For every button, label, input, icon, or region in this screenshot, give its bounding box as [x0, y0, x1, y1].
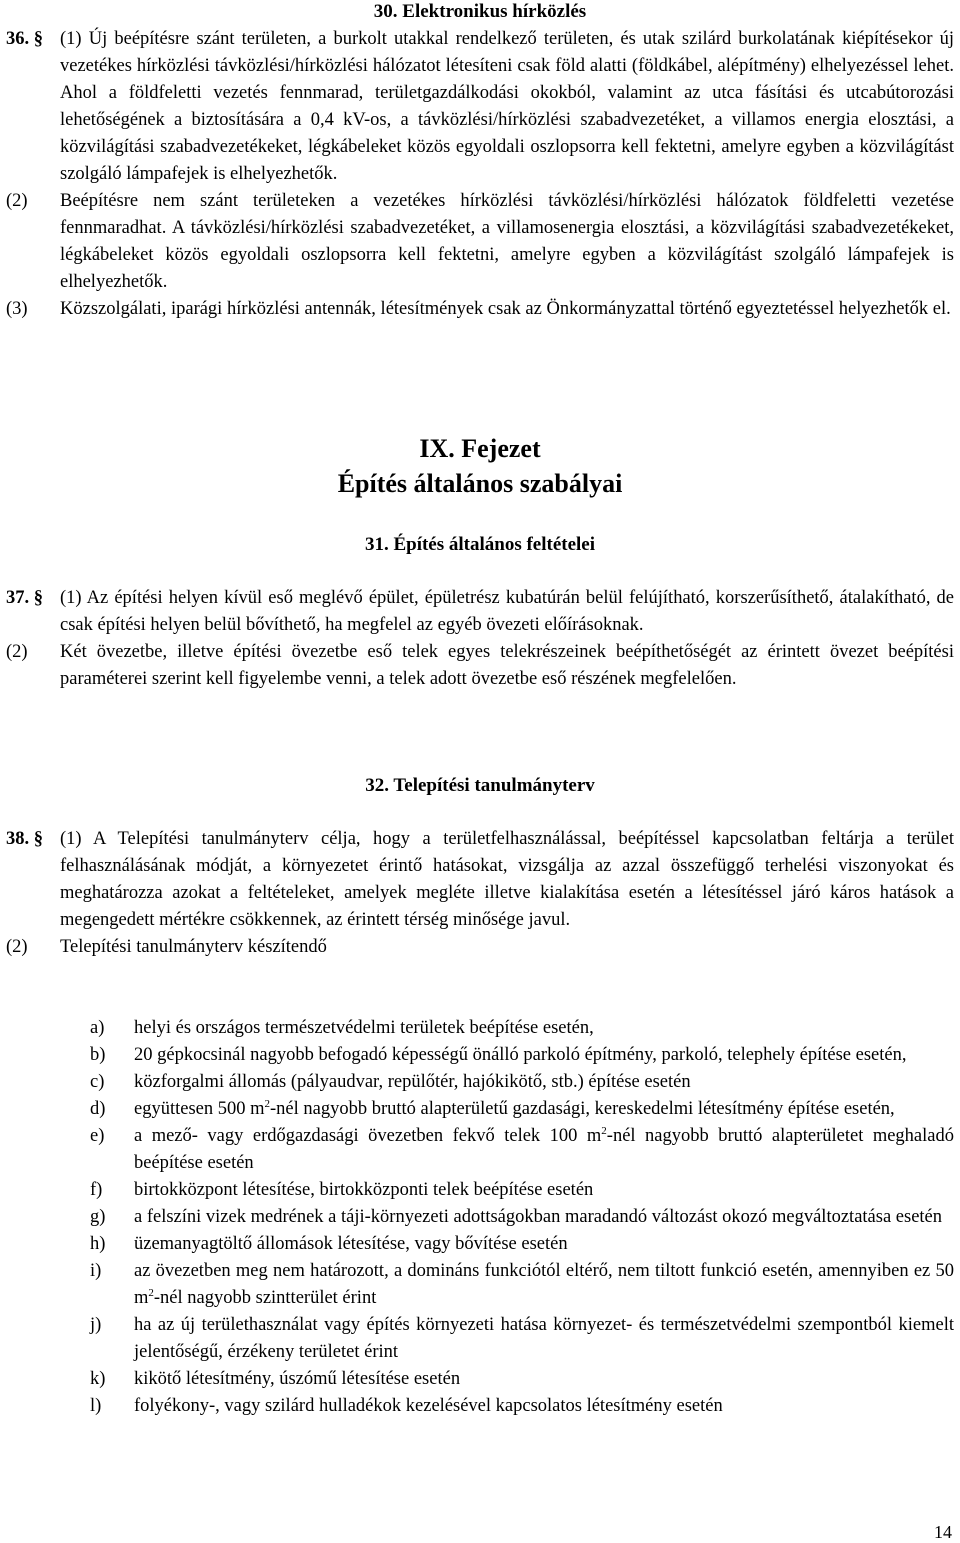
section-heading-31: 31. Építés általános feltételei [364, 534, 596, 555]
list-letter: e) [90, 1126, 105, 1146]
list-item [90, 1312, 954, 1366]
paragraph-38-1 [6, 826, 954, 934]
paragraph-38-2 [6, 934, 954, 961]
requirement-list [90, 1015, 954, 1420]
paragraph-text: A Telepítési tanulmányterv célja, hogy a területfelhasználással, beépítéssel kapcsolatban feltárja a terület felhasználásának módját, a környezetet érintő hatásokat, vizsgálja az azzal összefüggő terhelési viszonyokat és meghatározza azokat a feltételeket, amelyek megléte illetve kialakítása esetén a létesítéssel járó káros hatások a megengedett mértékre csökkennek, az érintett térség minősége javul. [60, 829, 954, 930]
list-text: -nél nagyobb szintterület érint [153, 1288, 377, 1308]
article-37 [6, 585, 954, 693]
list-item [90, 1177, 954, 1204]
article-38 [6, 826, 954, 961]
paragraph-36-3 [6, 296, 954, 323]
list-item [90, 1015, 954, 1042]
list-letter: f) [90, 1180, 103, 1200]
list-item [90, 1069, 954, 1096]
article-label: 36. § [6, 29, 43, 49]
paragraph-number: (2) [6, 642, 28, 662]
paragraph-text: Az építési helyen kívül eső meglévő épület, épületrész kubatúrán belül felújítható, korszerűsíthető, átalakítható, de csak építési helyen belül bővíthető, ha megfelel az egyéb övezeti előírásoknak. [60, 588, 955, 635]
list-text: -nél nagyobb bruttó alapterületet meghaladó beépítése esetén [134, 1126, 954, 1173]
article-label: 38. § [6, 829, 43, 849]
article-36 [6, 26, 954, 323]
list-item [90, 1393, 954, 1420]
list-text: ha az új területhasználat vagy építés környezeti hatása környezet- és természetvédelmi szempontból kiemelt jelentőségű, érzékeny területet érint [134, 1315, 954, 1362]
article-label: 37. § [6, 588, 43, 608]
paragraph-36-2 [6, 188, 954, 296]
chapter-number: IX. Fejezet [419, 434, 541, 463]
list-text: együttesen 500 m [134, 1099, 265, 1119]
list-text: folyékony-, vagy szilárd hulladékok kezelésével kapcsolatos létesítmény esetén [134, 1396, 723, 1416]
paragraph-number: (3) [6, 299, 28, 319]
paragraph-text: Beépítésre nem szánt területeken a vezetékes hírközlési távközlési/hírközlési hálózatok földfeletti vezetése fennmaradhat. A távközlési/hírközlési szabadvezetéket, a villamosenergia elosztási, a közvilágítási szabadvezetékeket, légkábeleket közös egyoldali oszlopsorra kell fektetni, amelyre egyben a közvilágítást szolgáló lámpafejek is elhelyezhetők. [60, 191, 954, 292]
paragraph-number: (1) [60, 29, 82, 49]
list-item [90, 1366, 954, 1393]
list-letter: c) [90, 1072, 105, 1092]
list-letter: h) [90, 1234, 106, 1254]
list-text: 20 gépkocsinál nagyobb befogadó képességű önálló parkoló építmény, parkoló, telephely építése esetén, [134, 1045, 907, 1065]
paragraph-37-1 [6, 585, 954, 639]
paragraph-text: Két övezetbe, illetve építési övezetbe eső telek egyes telekrészeinek beépíthetőségét az érintett övezet beépítési paraméterei szerint kell figyelembe venni, a telek adott övezetbe eső részének megfelelően. [60, 642, 954, 689]
list-text: helyi és országos természetvédelmi területek beépítése esetén, [134, 1018, 594, 1038]
page-number: 14 [934, 1522, 952, 1542]
list-text: kikötő létesítmény, úszómű létesítése esetén [134, 1369, 461, 1389]
list-item [90, 1258, 954, 1312]
list-item [90, 1042, 954, 1069]
chapter-title: Építés általános szabályai [337, 469, 623, 498]
paragraph-text: Telepítési tanulmányterv készítendő [60, 937, 327, 957]
list-letter: j) [90, 1315, 102, 1335]
list-letter: b) [90, 1045, 106, 1065]
list-letter: d) [90, 1099, 106, 1119]
list-letter: l) [90, 1396, 102, 1416]
list-item [90, 1123, 954, 1177]
list-letter: k) [90, 1369, 106, 1389]
list-item [90, 1231, 954, 1258]
section-heading-32: 32. Telepítési tanulmányterv [365, 775, 595, 796]
paragraph-number: (1) [60, 588, 82, 608]
superscript: 2 [601, 1125, 607, 1137]
paragraph-36-1 [6, 26, 954, 188]
list-item [90, 1204, 954, 1231]
list-text: közforgalmi állomás (pályaudvar, repülőtér, hajókikötő, stb.) építése esetén [134, 1072, 691, 1092]
list-letter: g) [90, 1207, 106, 1227]
superscript: 2 [148, 1287, 154, 1299]
list-text: birtokközpont létesítése, birtokközponti telek beépítése esetén [134, 1180, 594, 1200]
paragraph-text: Új beépítésre szánt területen, a burkolt utakkal rendelkező területen, és utak szilárd burkolatának kiépítésekor új vezetékes hírközlési távközlési/hírközlési hálózatot létesíteni csak föld alatti (földkábel, alépítmény) elhelyezéssel lehet. Ahol a földfeletti vezetés fennmarad, területgazdálkodási okokból, valamint az utca fásítási és utcabútorozási lehetőségének a biztosítására a 0,4 kV-os, a távközlési/hírközlési szabadvezetéket, a villamos energia elosztási, a közvilágítási szabadvezetékeket, légkábeleket közös egyoldali oszlopsorra kell fektetni, amelyre egyben a közvilágítást szolgáló lámpafejek is elhelyezhetők. [60, 29, 955, 184]
list-text: az övezetben meg nem határozott, a domináns funkciótól eltérő, nem tiltott funkció esetén, amennyiben ez 50 m [134, 1261, 954, 1308]
list-text: a felszíni vizek medrének a táji-környezeti adottságokban maradandó változást okozó megváltoztatása esetén [134, 1207, 943, 1227]
list-text: üzemanyagtöltő állomások létesítése, vagy bővítése esetén [134, 1234, 568, 1254]
section-heading-30: 30. Elektronikus hírközlés [373, 1, 587, 22]
list-text: -nél nagyobb bruttó alapterületű gazdasági, kereskedelmi létesítmény építése esetén, [270, 1099, 895, 1119]
list-item [90, 1096, 954, 1123]
paragraph-number: (1) [60, 829, 82, 849]
paragraph-number: (2) [6, 937, 28, 957]
list-text: a mező- vagy erdőgazdasági övezetben fekvő telek 100 m [134, 1126, 602, 1146]
paragraph-number: (2) [6, 191, 28, 211]
list-letter: i) [90, 1261, 102, 1281]
list-letter: a) [90, 1018, 105, 1038]
paragraph-37-2 [6, 639, 954, 693]
paragraph-text: Közszolgálati, iparági hírközlési antennák, létesítmények csak az Önkormányzattal történő egyeztetéssel helyezhetők el. [60, 299, 951, 319]
superscript: 2 [264, 1098, 271, 1110]
